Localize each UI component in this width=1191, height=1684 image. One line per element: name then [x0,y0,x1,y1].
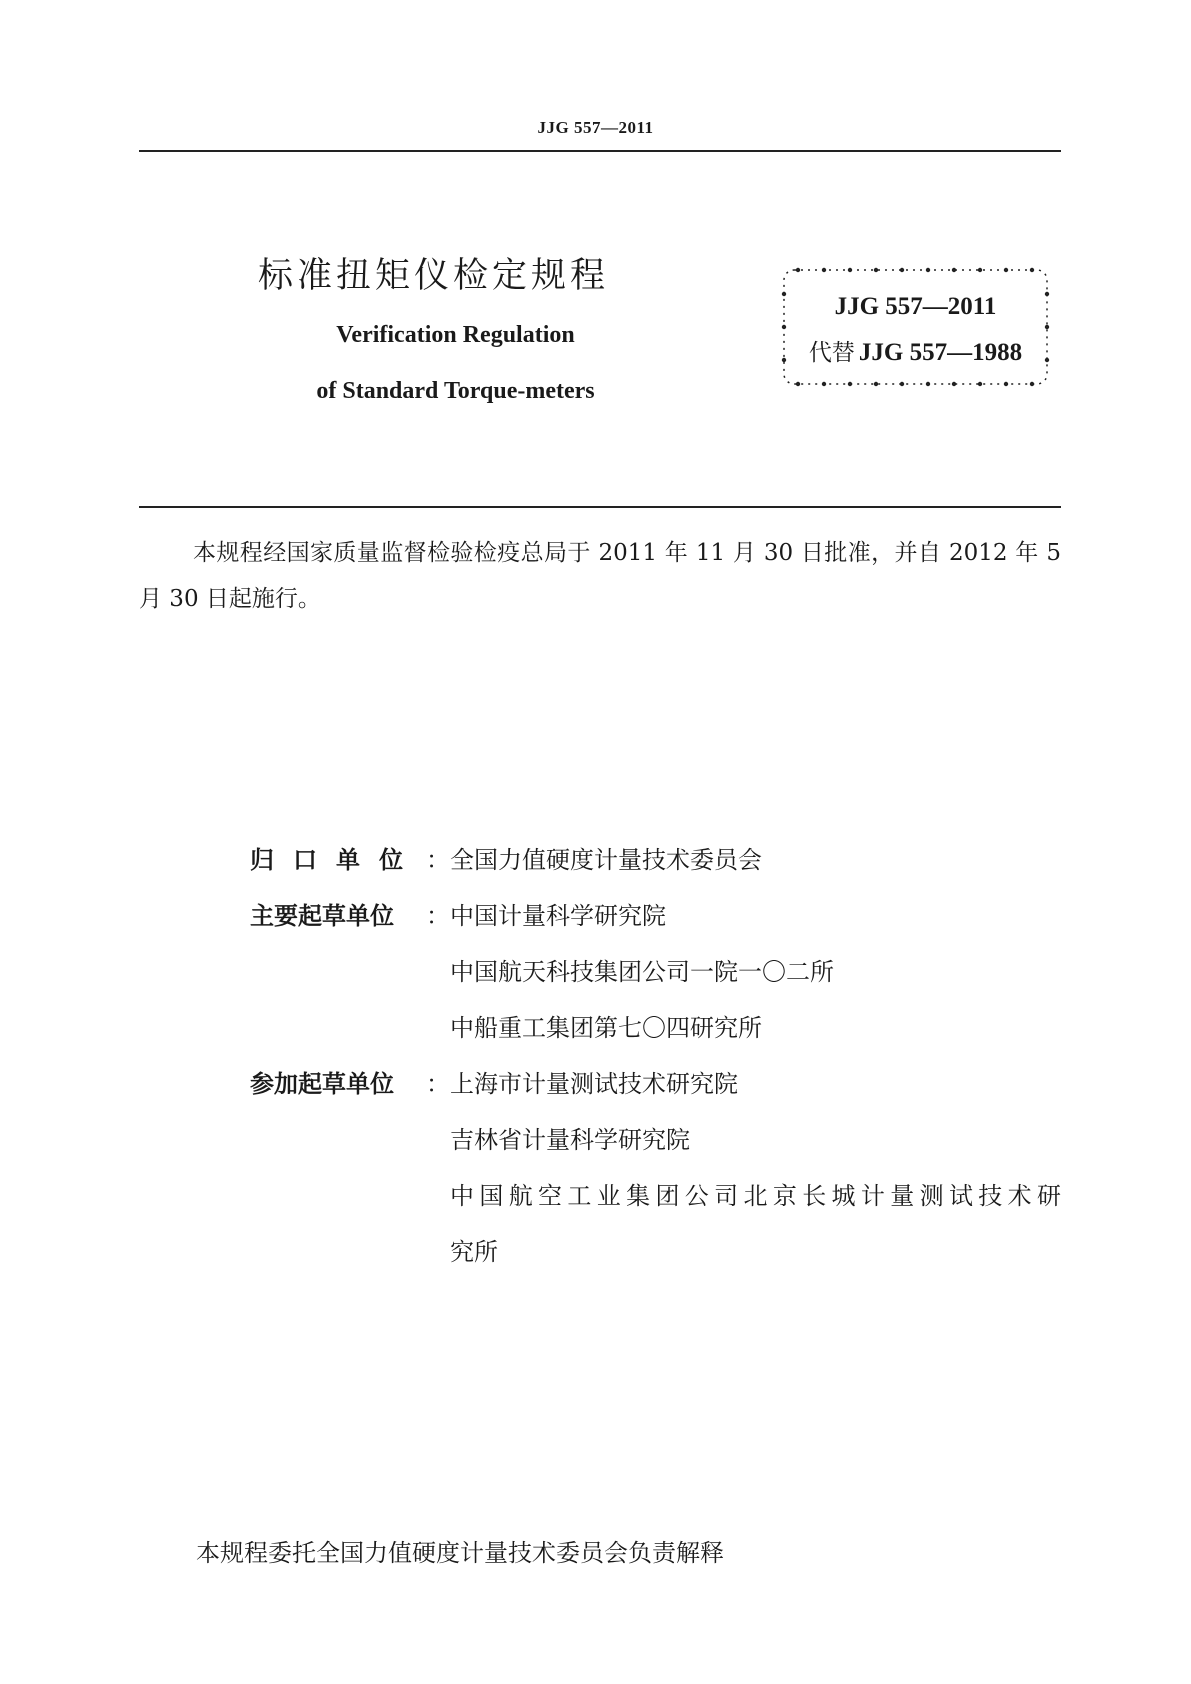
replaced-standard-code: JJG 557—1988 [858,339,1023,366]
replaced-standard-line [778,334,1053,367]
approval-statement: 本规程经国家质量监督检验检疫总局于 2011 年 11 月 30 日批准，并自 2012 年 5 月 30 日起施行。 [139,540,1061,612]
replaces-label: 代替 [808,340,855,366]
participating-row [250,1064,1061,1120]
responsible-unit-label: 归口单位 [250,846,422,874]
decorative-border [778,264,1053,390]
title-english-line-2: of Standard Torque-meters [316,378,595,404]
main-drafting-row [250,1008,1061,1064]
header-standard-code: JJG 557—2011 [537,118,654,137]
main-drafting-row [250,952,1061,1008]
label-colon: ： [426,902,450,930]
title-english-line-1: Verification Regulation [336,322,575,348]
responsible-unit-row [250,840,1061,896]
participating-label: 参加起草单位 [250,1070,394,1098]
title-chinese: 标准扭矩仪检定规程 [258,256,610,296]
main-drafting-unit: 中国计量科学研究院 [450,902,666,930]
participating-row [250,1232,1061,1288]
participating-row [250,1120,1061,1176]
label-colon: ： [426,1070,450,1098]
interpretation-note: 本规程委托全国力值硬度计量技术委员会负责解释 [196,1539,724,1567]
responsible-unit-value: 全国力值硬度计量技术委员会 [450,846,762,874]
main-drafting-unit: 中船重工集团第七〇四研究所 [450,1014,762,1042]
label-colon: ： [426,846,450,874]
standard-code-box [778,264,1053,390]
main-drafting-unit: 中国航天科技集团公司一院一〇二所 [450,958,834,986]
participating-row [250,1176,1061,1232]
participating-unit: 吉林省计量科学研究院 [450,1126,690,1154]
drafting-units [250,840,1061,1288]
section-divider [139,506,1061,508]
participating-unit-continued: 究所 [450,1238,498,1266]
main-drafting-row [250,896,1061,952]
header-divider [139,150,1061,152]
main-drafting-label: 主要起草单位 [250,902,394,930]
participating-unit: 上海市计量测试技术研究院 [450,1070,738,1098]
current-standard-code: JJG 557—2011 [834,293,997,320]
participating-unit: 中国航空工业集团公司北京长城计量测试技术研 [450,1182,1061,1210]
